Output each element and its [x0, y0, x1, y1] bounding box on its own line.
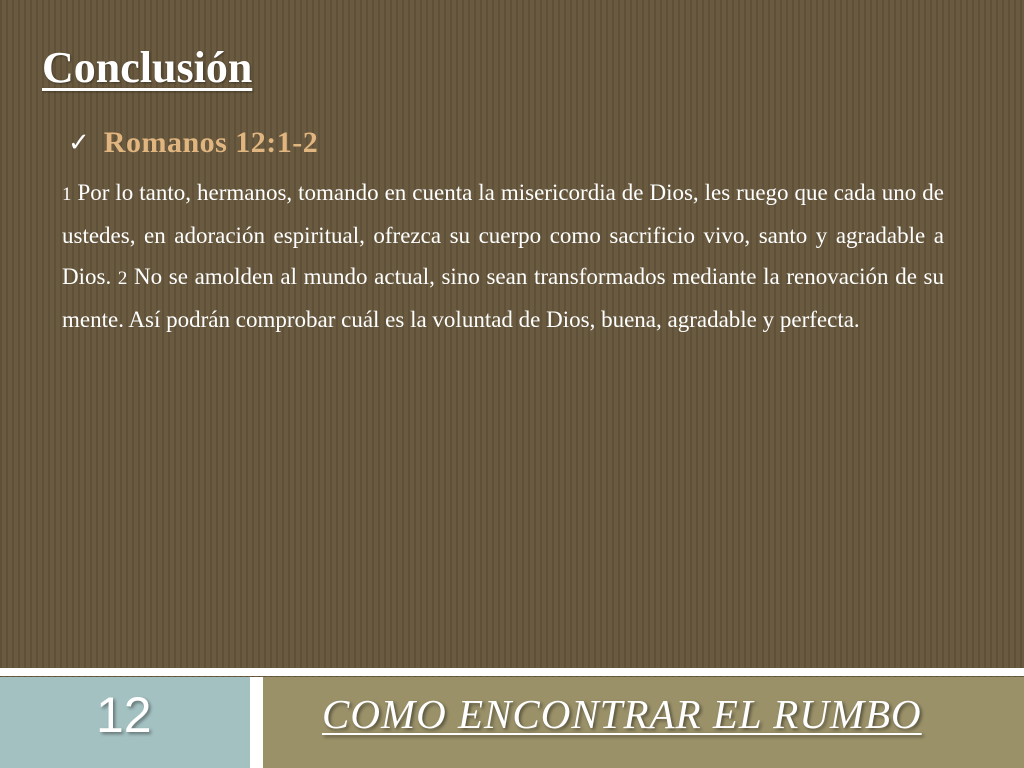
verse-text-block	[62, 172, 944, 340]
footer-divider	[0, 668, 1024, 676]
footer-title: COMO ENCONTRAR EL RUMBO	[322, 691, 922, 737]
verse-number-2: 2	[117, 268, 128, 289]
footer-gap	[250, 677, 263, 768]
checkmark-icon: ✓	[68, 128, 90, 158]
page-number: 12	[96, 687, 152, 743]
slide-title: Conclusión	[42, 43, 253, 92]
bullet-text: Romanos 12:1-2	[103, 126, 319, 159]
verse-number-1: 1	[62, 184, 72, 205]
verse-1-text: Por lo tanto, hermanos, tomando en cuenta la misericordia de Dios, les ruego que cada uno de ustedes, en adoración espiritual, ofrezca su cuerpo como sacrificio vivo, santo y agradable a Dios.	[62, 180, 944, 289]
verse-2-text: No se amolden al mundo actual, sino sean transformados mediante la renovación de su mente. Así podrán comprobar cuál es la voluntad de Dios, buena, agradable y perfecta.	[62, 264, 945, 332]
bullet-item	[68, 126, 318, 160]
